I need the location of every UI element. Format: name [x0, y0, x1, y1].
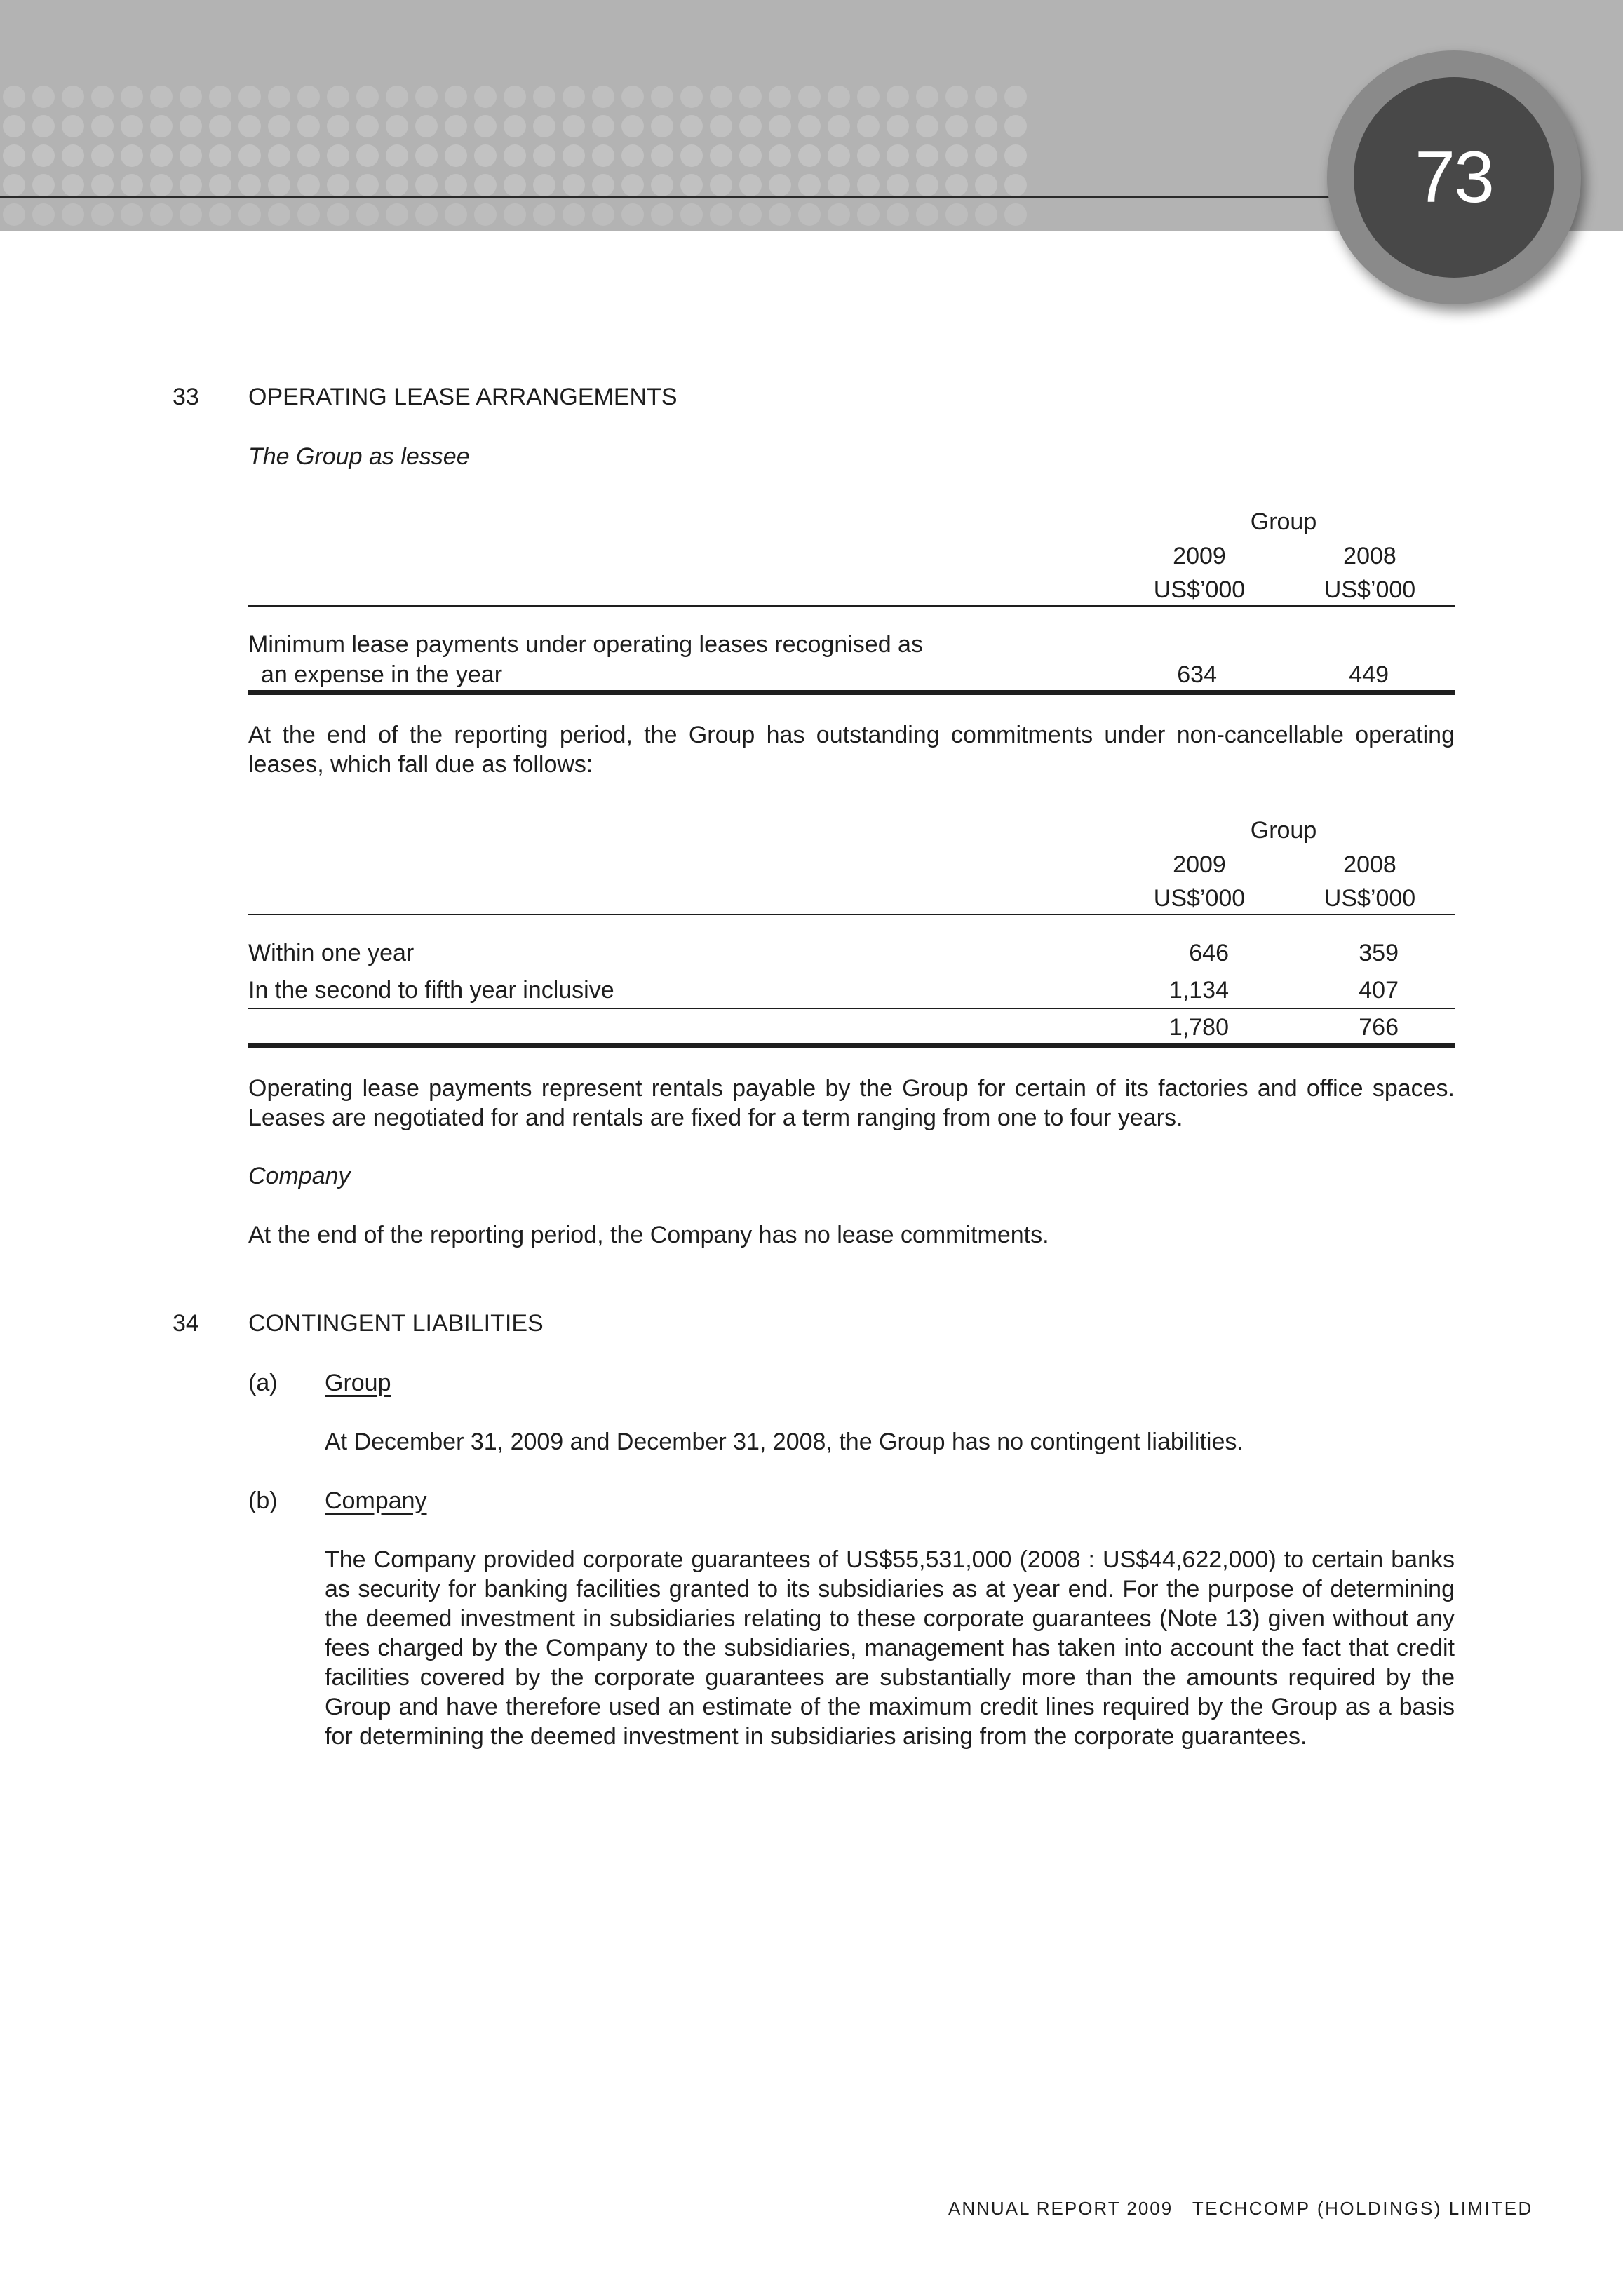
table1-total-rule: [248, 690, 1455, 695]
lease-payments-paragraph: Operating lease payments represent rentals payable by the Group for certain of its factories and office spaces. Leases are negotiated for and rentals are fixed for a term ranging from one to four years.: [248, 1075, 1455, 1131]
table2-total-2009: 1,780: [1169, 1014, 1229, 1041]
header-rule: [0, 196, 1333, 198]
item-b-heading: Company: [325, 1487, 427, 1514]
dot-pattern-decoration: [0, 83, 1052, 230]
table2-row-label: In the second to fifth year inclusive: [248, 977, 614, 1004]
table2-row-label: Within one year: [248, 940, 415, 966]
table1-year-2008: 2008: [1343, 543, 1396, 569]
table1-row-label-line2: an expense in the year: [261, 661, 503, 688]
table2-group-header: Group: [1250, 817, 1317, 844]
table1-group-header: Group: [1250, 508, 1317, 535]
section-33-title: OPERATING LEASE ARRANGEMENTS: [248, 384, 678, 410]
section-34-number: 34: [173, 1310, 199, 1337]
table2-year-2008: 2008: [1343, 851, 1396, 878]
table2-header-rule: [248, 914, 1455, 915]
company-lease-text: At the end of the reporting period, the Company has no lease commitments.: [248, 1222, 1049, 1248]
table2-subtotal-rule: [248, 1008, 1455, 1009]
section-33-number: 33: [173, 384, 199, 410]
company-heading: Company: [248, 1163, 351, 1189]
table2-year-2009: 2009: [1173, 851, 1226, 878]
table2-unit-2009: US$’000: [1153, 885, 1246, 912]
table1-value-2008: 449: [1349, 661, 1389, 688]
item-b-marker: (b): [248, 1487, 278, 1514]
page-number: 73: [1354, 77, 1554, 278]
table2-total-2008: 766: [1359, 1014, 1399, 1041]
commitments-paragraph: At the end of the reporting period, the Group has outstanding commitments under non-cancellable operating leases, which fall due as follows:: [248, 722, 1455, 778]
table1-value-2009: 634: [1177, 661, 1217, 688]
section-34-title: CONTINGENT LIABILITIES: [248, 1310, 544, 1337]
table1-unit-2009: US$’000: [1153, 576, 1246, 603]
table1-row-label-line1: Minimum lease payments under operating leases recognised as: [248, 631, 923, 658]
table2-row1-2008: 359: [1359, 940, 1399, 966]
table1-year-2009: 2009: [1173, 543, 1226, 569]
table1-unit-2008: US$’000: [1324, 576, 1416, 603]
item-a-text: At December 31, 2009 and December 31, 2008, the Group has no contingent liabilities.: [325, 1429, 1244, 1455]
item-b-text: The Company provided corporate guarantees of US$55,531,000 (2008 : US$44,622,000) to certain banks as security for banking facilities granted to its subsidiaries as at year end. For the purpose of determining the deemed investment in subsidiaries relating to these corporate guarantees (Note 13) given without any fees charged by the Company to the subsidiaries, management has taken into account the fact that credit facilities covered by the corporate guarantees are substantially more than the amounts required by the Group and have therefore used an estimate of the maximum credit lines required by the Group as a basis for determining the deemed investment in subsidiaries arising from the corporate guarantees.: [325, 1546, 1455, 1750]
section-33-subtitle: The Group as lessee: [248, 443, 470, 470]
table2-row2-2008: 407: [1359, 977, 1399, 1004]
item-a-marker: (a): [248, 1370, 278, 1396]
item-a-heading: Group: [325, 1370, 391, 1396]
table2-total-rule: [248, 1043, 1455, 1048]
footer-company: TECHCOMP (HOLDINGS) LIMITED: [1192, 2198, 1533, 2219]
page-number-badge: [1327, 50, 1581, 304]
footer-report: ANNUAL REPORT 2009: [948, 2198, 1173, 2219]
page-footer: [948, 2198, 1533, 2220]
table2-row2-2009: 1,134: [1169, 977, 1229, 1004]
table2-row1-2009: 646: [1189, 940, 1229, 966]
table1-header-rule: [248, 605, 1455, 607]
table2-unit-2008: US$’000: [1324, 885, 1416, 912]
